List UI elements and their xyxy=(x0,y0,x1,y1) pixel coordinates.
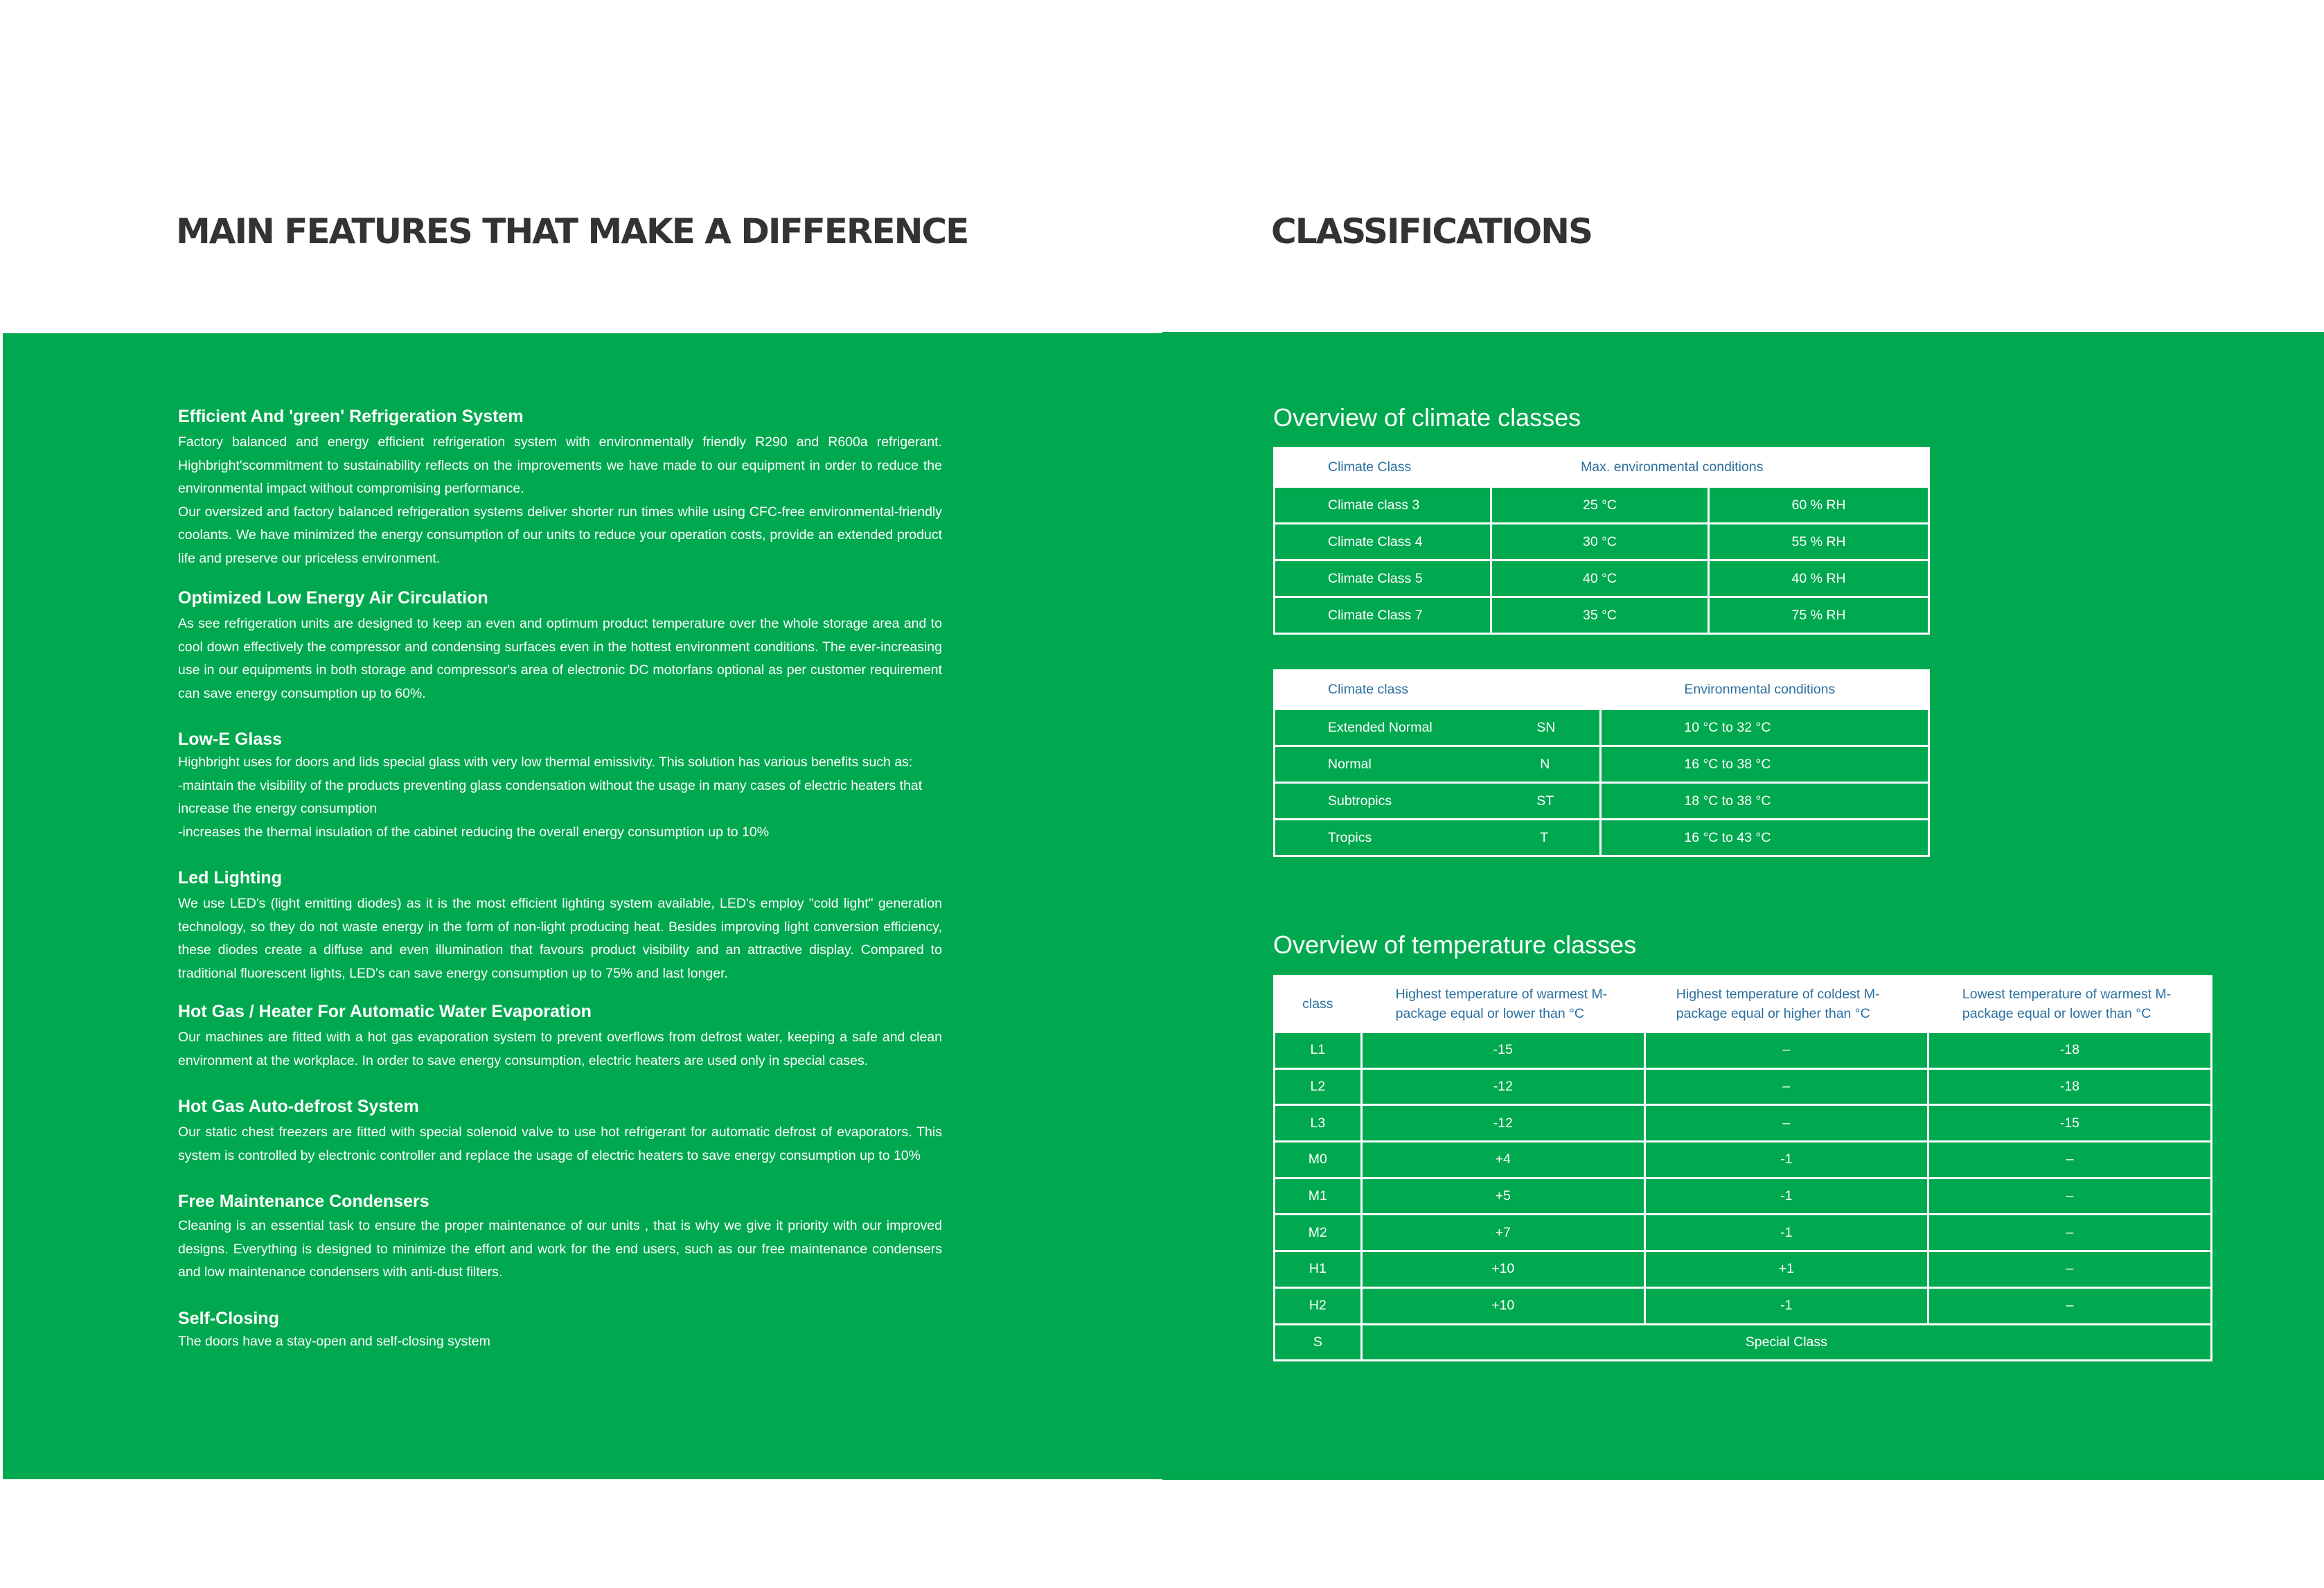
table-cell: Tropics xyxy=(1275,820,1537,856)
temperature-class-table xyxy=(1273,975,2212,1361)
table-row xyxy=(1275,1032,2212,1069)
feature-text: As see refrigeration units are designed to keep an even and optimum product temperature over the whole storage area and to cool down effectively the compressor and condensing surfaces even in the hottest environment conditions. The ever-increasing use in our equipments in both storage and compressor's area of electronic DC motorfans optional as per customer requirement can save energy consumption up to 60%. xyxy=(178,616,942,701)
table-row xyxy=(1275,1142,2212,1179)
column-header: Highest temperature of warmest M-package equal or lower than °C xyxy=(1361,976,1644,1032)
feature-title: Low-E Glass xyxy=(178,730,283,749)
table-cell: L3 xyxy=(1275,1105,1362,1142)
table-cell: -15 xyxy=(1361,1032,1644,1069)
feature-low-e-glass xyxy=(178,729,942,844)
table-cell: ST xyxy=(1536,783,1601,820)
table-cell: Special Class xyxy=(1361,1324,2211,1361)
table-row-special xyxy=(1275,1324,2212,1361)
table-row xyxy=(1275,1251,2212,1288)
column-header: Lowest temperature of warmest M-package equal or lower than °C xyxy=(1928,976,2211,1032)
column-header: Climate Class xyxy=(1275,448,1491,487)
table-cell: S xyxy=(1275,1324,1362,1361)
feature-self-closing xyxy=(178,1308,942,1354)
feature-led-lighting xyxy=(178,867,942,985)
table-row xyxy=(1275,820,1929,856)
table-cell: +4 xyxy=(1361,1142,1644,1179)
table-cell: Subtropics xyxy=(1275,783,1537,820)
table-cell: L1 xyxy=(1275,1032,1362,1069)
table-header-row xyxy=(1275,671,1929,709)
table-cell: -15 xyxy=(1928,1105,2211,1142)
table-cell: +7 xyxy=(1361,1215,1644,1251)
table-cell: – xyxy=(1644,1032,1928,1069)
table-cell: N xyxy=(1536,746,1601,783)
table-cell: -12 xyxy=(1361,1105,1644,1142)
feature-text: Cleaning is an essential task to ensure the proper maintenance of our units , that is why we give it priority with our improved designs. Everything is designed to minimize the effort and work for the end users, such as our free maintenance condensers and low maintenance condensers with anti-dust filters. xyxy=(178,1218,942,1280)
climate-classes-title: Overview of climate classes xyxy=(1273,403,1581,432)
table-cell: 75 % RH xyxy=(1709,597,1929,634)
table-row xyxy=(1275,1178,2212,1215)
table-cell: H1 xyxy=(1275,1251,1362,1288)
feature-text: Our static chest freezers are fitted with special solenoid valve to use hot refrigerant for automatic defrost of evaporators. This system is controlled by electronic controller and replace the usage of electric heaters to save energy consumption up to 10% xyxy=(178,1124,942,1163)
feature-title: Led Lighting xyxy=(178,868,282,888)
feature-title: Self-Closing xyxy=(178,1308,279,1328)
feature-title: Efficient And 'green' Refrigeration System xyxy=(178,407,524,426)
table-header-row xyxy=(1275,976,2212,1032)
table-cell: Climate class 3 xyxy=(1275,487,1491,524)
feature-text: We use LED's (light emitting diodes) as it is the most efficient lighting system available, LED's employ "cold light" generation technology, so they do not waste energy in the form of non-light producing heat. Besides improving light conversion efficiency, these diodes create a diffuse and even illumination that favours product visibility and an attractive display. Compared to traditional fluorescent lights, LED's can save energy consumption up to 75% and last longer. xyxy=(178,896,942,981)
table-cell: 30 °C xyxy=(1491,524,1709,561)
environmental-conditions-table xyxy=(1273,669,1930,857)
table-cell: M1 xyxy=(1275,1178,1362,1215)
column-header: Max. environmental conditions xyxy=(1491,448,1929,487)
table-cell: +10 xyxy=(1361,1287,1644,1324)
table-cell: M0 xyxy=(1275,1142,1362,1179)
table-cell: – xyxy=(1928,1287,2211,1324)
feature-text: Our machines are fitted with a hot gas evaporation system to prevent overflows from defrost water, keeping a safe and clean environment at the workplace. In order to save energy consumption, electric heaters are used only in special cases. xyxy=(178,1030,942,1068)
table-cell: +10 xyxy=(1361,1251,1644,1288)
table-cell: Climate Class 4 xyxy=(1275,524,1491,561)
table-cell: – xyxy=(1928,1251,2211,1288)
feature-text: Highbright uses for doors and lids special glass with very low thermal emissivity. This solution has various benefits such as: xyxy=(178,755,913,770)
climate-class-table xyxy=(1273,447,1930,635)
table-header-row xyxy=(1275,448,1929,487)
table-cell: 35 °C xyxy=(1491,597,1709,634)
table-row xyxy=(1275,1068,2212,1105)
table-cell: -12 xyxy=(1361,1068,1644,1105)
feature-text: -increases the thermal insulation of the cabinet reducing the overall energy consumption up to 10% xyxy=(178,824,770,840)
table-cell: 18 °C to 38 °C xyxy=(1601,783,1929,820)
features-heading: MAIN FEATURES THAT MAKE A DIFFERENCE xyxy=(176,211,968,252)
feature-condensers xyxy=(178,1191,942,1285)
table-row xyxy=(1275,1287,2212,1324)
feature-air-circulation xyxy=(178,588,942,705)
table-row xyxy=(1275,1105,2212,1142)
table-cell: 55 % RH xyxy=(1709,524,1929,561)
features-list xyxy=(178,406,942,1353)
table-row xyxy=(1275,1215,2212,1251)
table-row xyxy=(1275,597,1929,634)
temperature-classes-title: Overview of temperature classes xyxy=(1273,930,1637,959)
table-row xyxy=(1275,746,1929,783)
table-cell: H2 xyxy=(1275,1287,1362,1324)
feature-auto-defrost xyxy=(178,1096,942,1167)
table-cell: 60 % RH xyxy=(1709,487,1929,524)
table-cell: -1 xyxy=(1644,1287,1928,1324)
feature-refrigeration xyxy=(178,406,942,570)
table-cell: 25 °C xyxy=(1491,487,1709,524)
table-cell: -18 xyxy=(1928,1068,2211,1105)
table-cell: 16 °C to 43 °C xyxy=(1601,820,1929,856)
feature-title: Free Maintenance Condensers xyxy=(178,1192,429,1211)
table-cell: – xyxy=(1928,1215,2211,1251)
table-cell: 40 % RH xyxy=(1709,561,1929,597)
column-header: Highest temperature of coldest M-package equal or higher than °C xyxy=(1644,976,1928,1032)
table-cell: – xyxy=(1928,1142,2211,1179)
feature-text: The doors have a stay-open and self-closing system xyxy=(178,1333,490,1349)
table-cell: – xyxy=(1644,1068,1928,1105)
table-cell: – xyxy=(1928,1178,2211,1215)
column-header: Environmental conditions xyxy=(1601,671,1929,709)
table-cell: Normal xyxy=(1275,746,1537,783)
feature-text: -maintain the visibility of the products preventing glass condensation without the usage in many cases of electric heaters that increase the energy consumption xyxy=(178,777,923,816)
table-cell: SN xyxy=(1536,709,1601,746)
table-cell: Climate Class 7 xyxy=(1275,597,1491,634)
table-cell: +5 xyxy=(1361,1178,1644,1215)
table-cell: -1 xyxy=(1644,1142,1928,1179)
column-header: class xyxy=(1275,976,1362,1032)
table-cell: L2 xyxy=(1275,1068,1362,1105)
feature-title: Optimized Low Energy Air Circulation xyxy=(178,588,488,608)
table-cell: Climate Class 5 xyxy=(1275,561,1491,597)
table-cell: -1 xyxy=(1644,1215,1928,1251)
table-cell: -18 xyxy=(1928,1032,2211,1069)
table-row xyxy=(1275,561,1929,597)
table-row xyxy=(1275,783,1929,820)
column-header: Climate class xyxy=(1275,671,1601,709)
feature-title: Hot Gas Auto-defrost System xyxy=(178,1097,419,1116)
table-cell: M2 xyxy=(1275,1215,1362,1251)
table-cell: Extended Normal xyxy=(1275,709,1537,746)
feature-text: Factory balanced and energy efficient refrigeration system with environmentally friendly R290 and R600a refrigerant. Highbright'scommitment to sustainability reflects on the improvements we have made to our equipment in order to reduce the environmental impact without compromising performance. xyxy=(178,434,942,496)
table-cell: – xyxy=(1644,1105,1928,1142)
feature-title: Hot Gas / Heater For Automatic Water Evaporation xyxy=(178,1002,592,1021)
table-cell: 10 °C to 32 °C xyxy=(1601,709,1929,746)
table-row xyxy=(1275,709,1929,746)
table-cell: +1 xyxy=(1644,1251,1928,1288)
table-row xyxy=(1275,524,1929,561)
table-cell: -1 xyxy=(1644,1178,1928,1215)
classifications-heading: CLASSIFICATIONS xyxy=(1271,211,1592,252)
table-row xyxy=(1275,487,1929,524)
feature-water-evaporation xyxy=(178,1001,942,1073)
table-cell: T xyxy=(1536,820,1601,856)
table-cell: 40 °C xyxy=(1491,561,1709,597)
feature-text: Our oversized and factory balanced refrigeration systems deliver shorter run times while using CFC-free environmental-friendly coolants. We have minimized the energy consumption of our units to reduce your operation costs, provide an extended product life and preserve our priceless environment. xyxy=(178,504,942,566)
table-cell: 16 °C to 38 °C xyxy=(1601,746,1929,783)
